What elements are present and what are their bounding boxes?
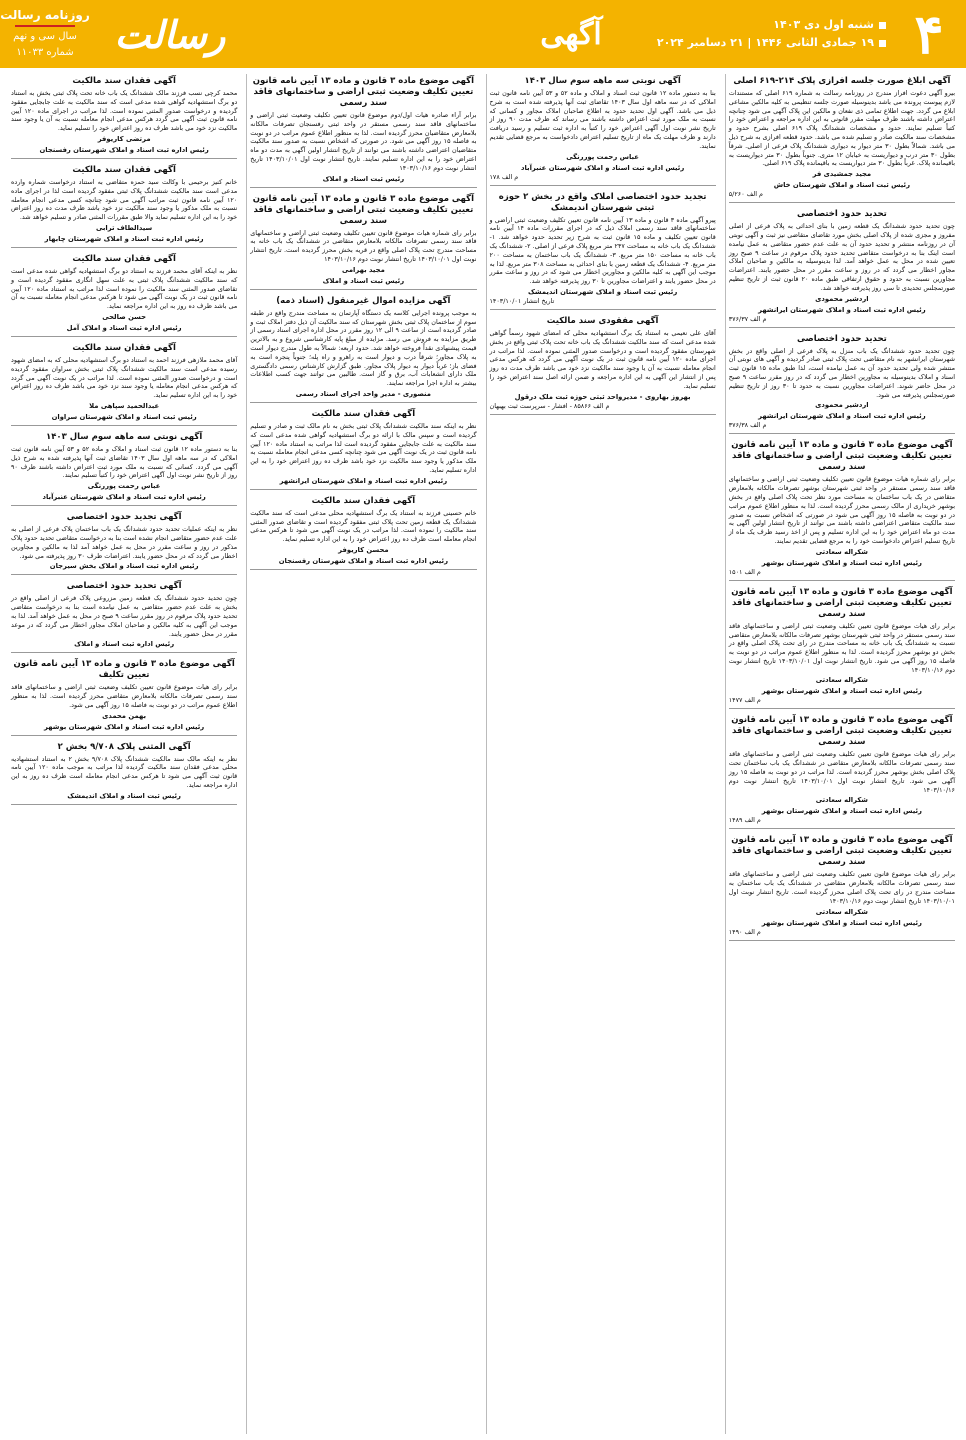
notice-body: بیرو آگهی دعوت افراز مندرج در روزنامه رسالت به شماره ۶۱۹ اصلی که مستندات لازم پیوست پرونده می باشد بدینوسیله صورت جلسه تنظیمی به کلیه مالکین مشاعی ابلاغ می گردد. جهت اطلاع تمامی ذی نفعان و مالکین این پلاک آگهی می شود چنانچه اعتراض داشته باشند ظرف مهلت مقرر قانونی به این اداره مراجعه و اعتراض خود را کتباً تسلیم نمایند. حدود و مشخصات ششدانگ پلاک ۶۱۹ اصلی بشرح حدود و مشخصات سند مالکیت صادر و تسلیم شده می باشد. حدود قطعه افرازی به شرح ذیل می باشد. شمالاً بطول ۳۰ متر دیوار به دیواری ششدانگ پلاک فرعی از اصلی. شرقاً بطول ۳۰ متر درب و دیواریست به خیابان ۱۲ متری. جنوباً بطول ۳۰ متر دیواریست به باقیمانده پلاک. غرباً بطول ۳۰ متر دیواریست به باقیمانده پلاک ۶۱۹ اصلی. [728, 89, 955, 168]
columns-container [8, 74, 958, 1434]
notice-office: رئیس اداره ثبت اسناد و املاک شهرستان بوشهر [761, 687, 922, 696]
notice-title: تجدید حدود اختصاصی املاک واقع در بخش ۲ حوزه ثبتی شهرستان اندیمشک [498, 191, 707, 213]
column-3 [246, 74, 479, 1434]
notice-office: رئیس ثبت اسناد و املاک شهرستان خاش [773, 181, 911, 190]
date-line-2: ۱۹ جمادی الثانی ۱۴۴۶ | ۲۱ دسامبر ۲۰۲۴ [656, 36, 874, 49]
notice-reference: م الف ۱۴۷۷ [728, 696, 761, 705]
notice-body: پیرو آگهی ماده ۳ قانون و ماده ۱۳ آیین نامه قانون تعیین تکلیف وضعیت ثبتی اراضی و ساختمانهای فاقد سند رسمی املاک ذیل که در اجرای مقررات ماده ۱۴ آیین نامه قانون تعیین تکلیف و ماده ۱۵ قانون ثبت به شرح زیر تحدید حدود خواهد شد. ۱- ششدانگ یک باب خانه به مساحت ۲۴۷ متر مربع پلاک فرعی از اصلی. ۲- ششدانگ یک باب خانه به مساحت ۱۵۰ متر مربع. ۳- ششدانگ یک باب ساختمان به مساحت ۲۰۰ متر مربع. ۴- ششدانگ یک قطعه زمین با بنای احداثی به مساحت ۳۰۸ متر مربع. لذا به موجب این آگهی به کلیه مالکین و مجاورین اخطار می شود که در روز و ساعت مقرر در محل حضور یابند و اعتراضات مجاورین تا ۳۰ روز پذیرفته خواهد شد. [489, 215, 716, 286]
notice-reference: م الف ۱۴۸۹ [728, 816, 761, 825]
notice-office: رئیس اداره ثبت اسناد و املاک شهرستان عنبرآباد [520, 163, 685, 172]
notice-title: آگهی موضوع ماده ۳ قانون و ماده ۱۳ آیین نامه قانون تعیین تکلیف وضعیت ثبتی اراضی و ساختمانهای فاقد سند رسمی [731, 440, 953, 473]
notice-body: برابر رای هیات موضوع قانون تعیین تکلیف وضعیت ثبتی اراضی و ساختمانهای فاقد سند رسمی تصرفات مالکانه بلامعارض متقاضی در ششدانگ یک باب ساختمان به مساحت مندرج در رای تحت پلاک اصلی محرز گردیده است. تاریخ انتشار نوبت اول ۱۴۰۳/۱۰/۰۱ تاریخ انتشار نوبت دوم ۱۴۰۳/۱۰/۱۶ [728, 870, 955, 905]
notice-reference: م الف ۱۴۹۰ [728, 927, 761, 936]
notice-title: آگهی فقدان سند مالکیت [72, 342, 176, 353]
notice-signatory: منصوری - مدیر واحد اجرای اسناد رسمی [295, 389, 432, 398]
notice-signatory: حسن صالحی [102, 312, 146, 321]
notice-signatory: اردشیر محمودی [815, 401, 869, 410]
notice-reference: تاریخ انتشار ۱۴۰۳/۱۰/۰۱ [489, 296, 555, 305]
notice [729, 715, 955, 829]
notice [11, 76, 237, 159]
notice-title: آگهی موضوع ماده ۳ قانون و ماده ۱۳ آیین نامه قانون تعیین تکلیف وضعیت ثبتی اراضی و ساختمانهای فاقد سند رسمی [731, 715, 953, 748]
notice-office: رئیس اداره ثبت اسناد و املاک شهرستان رفسنجان [278, 556, 448, 565]
notice-office: رئیس اداره ثبت اسناد و املاک آمل [66, 323, 182, 332]
notice-divider [11, 652, 237, 653]
notice-body: خانم کنیز برحیمی با وکالت سید حمزه متقاضی به استناد درخواست شماره وارده مدعی است سند مالکیت ششدانگ پلاک ثبتی مفقود گردیده است لذا در اجرای ماده ۱۲۰ آیین نامه قانون ثبت مراتب آگهی می شود چنانچه کسی مدعی انجام معامله نسبت به ملک مذکور یا وجود سند مالکیت نزد خود باشد ظرف مدت ده روز اعتراض خود را به این اداره تسلیم نماید والا طبق مقررات المثنی صادر و تسلیم خواهد شد. [11, 177, 238, 222]
notice [11, 659, 237, 735]
notice-divider [11, 804, 237, 805]
notice-body: برابر رای هیات موضوع قانون تعیین تکلیف وضعیت ثبتی اراضی و ساختمانهای فاقد سند رسمی مستقر در واحد ثبتی شهرستان بوشهر تصرفات مالکانه بلامعارض متقاضی نسبت به ششدانگ یک باب خانه به مساحت مندرج در رای تحت پلاک اصلی واقع در بخش دو بوشهر محرز گردیده است. لذا به منظور اطلاع عموم مراتب در دو نوبت به فاصله ۱۵ روز آگهی می شود. تاریخ انتشار نوبت اول ۱۴۰۳/۱۰/۰۱ تاریخ انتشار نوبت دوم ۱۴۰۳/۱۰/۱۶ [728, 621, 955, 674]
notice-divider [11, 247, 237, 248]
notice-signatory: مجید جمشیدی فر [812, 170, 872, 179]
notice-signatory: مرتضی کاریوفر [97, 134, 151, 143]
notice-office: رئیس اداره ثبت اسناد و املاک شهرستان بوشهر [761, 807, 922, 816]
notice-title: تحدید حدود اختصاصی [796, 209, 887, 220]
notice [11, 343, 237, 426]
notice-body: چون تحدید حدود ششدانگ یک قطعه زمین با بنای احداثی به پلاک فرعی از اصلی مفروز و مجزی شده از پلاک اصلی بخش مورد تقاضای متقاضی نیز ثبت و آگهی نوبتی آن در روزنامه منتشر و تحدید حدود آن به علت عدم حضور متقاضی به عمل نیامده است اینک بنا به درخواست متقاضی تحدید حدود پلاک مرقوم در ساعت ۹ صبح روز تعیین شده در محل به عمل خواهد آمد. لذا بدینوسیله به مالکین و صاحبان املاک مجاور اخطار می گردد که در روز و ساعت مقرر در محل حضور یابند. اعتراضات مجاورین نسبت به حدود و حقوق ارتفاقی طبق ماده ۲۰ قانون ثبت از تاریخ تنظیم صورتمجلس تحدیدی تا سی روز پذیرفته خواهد شد. [728, 222, 955, 292]
notice-signatory: اردشیر محمودی [815, 294, 869, 303]
notice-body: نظر به اینکه سند مالکیت ششدانگ پلاک ثبتی بخش به نام مالک ثبت و صادر و تسلیم گردیده است و سپس مالک با ارائه دو برگ استشهادیه گواهی شده مدعی است که سند مالکیت به علت جابجایی مفقود گردیده است لذا مراتب به استناد ماده ۱۲۰ آیین نامه قانون ثبت در یک نوبت آگهی می شود چنانچه کسی مدعی انجام معامله نسبت به ملک مذکور یا وجود سند مالکیت نزد خود باشد ظرف ده روز اعتراض خود را به این اداره تسلیم نماید. [250, 421, 477, 474]
notice-title: آگهی ابلاغ صورت جلسه افرازی پلاک ۲۱۴-۶۱۹ اصلی [733, 76, 951, 86]
notice-office: رئیس اداره ثبت اسناد و املاک بخش سیرجان [49, 562, 199, 571]
notice [11, 432, 237, 506]
notice-divider [490, 185, 716, 186]
notice-divider [11, 735, 237, 736]
notice-divider [490, 309, 716, 310]
notice-title: آگهی موضوع ماده ۳ قانون و ماده ۱۳ آیین نامه قانون تعیین تکلیف وضعیت ثبتی اراضی و ساختمانهای فاقد سند رسمی [252, 193, 474, 226]
notice-title: آگهی نوبتی سه ماهه سوم سال ۱۴۰۳ [524, 76, 681, 86]
notice-signatory: شکراله سعادتی [815, 676, 868, 685]
notice-divider [729, 202, 955, 203]
notice [11, 512, 237, 575]
notice-title: آگهی نوبتی سه ماهه سوم سال ۱۴۰۳ [46, 431, 203, 442]
notice-signatory: بهمن محمدی [102, 711, 147, 720]
column-2 [486, 74, 719, 1434]
notice-signatory: مجید بهرامی [341, 265, 385, 274]
notice-signatory: شکراله سعادتی [815, 796, 868, 805]
notice-title: آگهی تجدید حدود اختصاصی [66, 512, 182, 523]
notice [250, 76, 476, 188]
notice-body: نظر به اینکه عملیات تحدید حدود ششدانگ یک باب ساختمان پلاک فرعی از اصلی به علت عدم حضور متقاضی انجام نشده است بنا به درخواست متقاضی تحدید حدود پلاک مذکور در روز و ساعت مقرر در محل به عمل خواهد آمد لذا به مالکین و مجاورین اخطار می گردد که در محل حضور یابند. اعتراضات ظرف ۳۰ روز پذیرفته می شود. [11, 525, 238, 560]
notice-reference: م الف ۱۵۰۱ [728, 567, 761, 576]
notice-office: رئیس ثبت اسناد و املاک [322, 276, 405, 285]
notice-divider [11, 336, 237, 337]
notice-office: رئیس اداره ثبت اسناد و املاک شهرستان بوشهر [761, 558, 922, 567]
notice-title: آگهی فقدان سند مالکیت [311, 495, 416, 506]
notice [729, 835, 955, 940]
bullet-square-icon [879, 40, 886, 47]
notice [250, 296, 476, 403]
notice-title: آگهی تحدید حدود اختصاصی [66, 581, 182, 592]
issue-year: سال سی و نهم [13, 31, 77, 42]
notice-office: رئیس اداره ثبت اسناد و املاک شهرستان ایرانشهر [758, 412, 926, 421]
date-line-1: شنبه اول دی ۱۴۰۳ [773, 18, 874, 31]
notice-office: رئیس اداره ثبت اسناد و املاک شهرستان چابهار [44, 234, 204, 243]
notice-title: آگهی موضوع ماده ۳ قانون و ماده ۱۳ آیین نامه قانون تعیین تکلیف وضعیت ثبتی اراضی و ساختمانهای فاقد سند رسمی [252, 76, 474, 108]
section-title: آگهی [540, 16, 602, 52]
notice [250, 409, 476, 490]
notice-body: برابر رای شماره هیات موضوع قانون تعیین تکلیف وضعیت ثبتی اراضی و ساختمانهای فاقد سند رسمی تصرفات مالکانه بلامعارض متقاضی در ششدانگ یک باب خانه به مساحت مندرج تحت پلاک اصلی واقع در قریه بخش محرز گردیده است. تاریخ انتشار نوبت اول ۱۴۰۳/۱۰/۰۱ تاریخ انتشار نوبت دوم ۱۴۰۳/۱۰/۱۶ [250, 228, 477, 263]
notice [729, 209, 955, 327]
notice-signatory: عباس رحمت پوررنگی [566, 152, 639, 161]
notice-body: چون تحدید حدود ششدانگ یک باب منزل به پلاک فرعی از اصلی واقع در بخش شهرستان ایرانشهر به نام متقاضی تحت پلاک ثبتی صادر گردیده و آگهی های نوبتی آن منتشر شده ولی تحدید حدود آن به عمل نیامده است، لذا طبق ماده ۱۵ قانون ثبت اسناد و املاک بدینوسیله به مجاورین اخطار می گردد که در روز مقرر ساعت ۹ صبح در محل حاضر شوند. اعتراضات مجاورین نسبت به حدود تا ۳۰ روز از تاریخ تنظیم صورتمجلس پذیرفته می شود. [728, 346, 956, 399]
notice-title: آگهی فقدان سند مالکیت [72, 164, 176, 175]
column-4 [8, 74, 240, 1434]
notice-office: رئیس ثبت اسناد و املاک [322, 174, 405, 183]
issue-number: شماره ۱۱۰۳۳ [16, 47, 74, 58]
notice-office: رئیس اداره ثبت اسناد و املاک شهرستان رفسنجان [39, 145, 209, 154]
notice-body: برابر رای هیات موضوع قانون تعیین تکلیف وضعیت ثبتی اراضی و ساختمانهای فاقد سند رسمی تصرفات مالکانه بلامعارض متقاضی در ششدانگ یک باب ساختمان تحت پلاک اصلی بخش بوشهر محرز گردیده است. لذا مراتب در دو نوبت به فاصله ۱۵ روز آگهی می شود. تاریخ انتشار نوبت اول ۱۴۰۳/۱۰/۰۱ تاریخ انتشار نوبت دوم ۱۴۰۳/۱۰/۱۶ [728, 750, 955, 794]
notice-signatory: شکراله سعادتی [815, 907, 868, 916]
notice-body: آقای محمد ملازهی فرزند احمد به استناد دو برگ استشهادیه محلی که به امضای شهود رسیده مدعی است سند مالکیت ششدانگ پلاک ثبتی بخش سراوان مفقود گردیده است و درخواست صدور المثنی نموده است. لذا مراتب در یک نوبت آگهی می گردد که هرکس مدعی انجام معامله یا وجود سند نزد خود می باشد ظرف ده روز اعتراض خود را به این اداره تسلیم نماید. [11, 355, 238, 400]
notice-reference: م الف ۸۵۸۶۶ - افشار - سرپرست ثبت بهبهان [489, 401, 610, 410]
notice-divider [11, 158, 237, 159]
notice-body: آقای علی نعیمی به استناد یک برگ استشهادیه محلی که امضای شهود رسماً گواهی شده مدعی است که سند مالکیت ششدانگ یک باب خانه تحت پلاک ثبتی واقع در بخش شهرستان مفقود گردیده است و درخواست صدور المثنی نموده است. لذا مراتب در اجرای ماده ۱۲۰ آیین نامه قانون ثبت در یک نوبت آگهی می گردد که هرکس مدعی انجام معامله نسبت به آن یا وجود سند مالکیت نزد خود می باشد ظرف مدت ده روز پس از انتشار این آگهی به این اداره مراجعه و ضمن ارائه اصل سند اعتراض خود را تسلیم نماید. [489, 328, 716, 390]
notice-body: بنا به دستور ماده ۱۲ قانون ثبت اسناد و املاک و ماده ۵۲ و ۵۳ آیین نامه قانون ثبت املاکی که در سه ماهه اول سال ۱۴۰۳ تقاضای ثبت آنها پذیرفته شده است به شرح ذیل می باشد. آگهی اول تحدید حدود به اطلاع صاحبان املاک مجاور و کسانی که نسبت به ملک مورد ثبت اعتراض داشته باشند می رساند که ظرف مدت ۹۰ روز از تاریخ نشر نوبت اول آگهی اعتراض خود را کتباً به اداره ثبت تسلیم و رسید دریافت دارند و ظرف مهلت یک ماه از تاریخ تسلیم اعتراض دادخواست به مرجع قضایی تقدیم نمایند. [489, 89, 716, 150]
notice-body: برابر رای شماره هیات موضوع قانون تعیین تکلیف وضعیت ثبتی اراضی و ساختمانهای فاقد سند رسمی مستقر در واحد ثبتی شهرستان بوشهر تصرفات مالکانه بلامعارض متقاضی در یک باب ساختمان به مساحت مورد نظر تحت پلاک اصلی واقع در بخش بوشهر خریداری از مالک رسمی محرز گردیده است. لذا به منظور اطلاع عموم مراتب در دو نوبت به فاصله ۱۵ روز آگهی می شود در صورتی که اشخاص نسبت به صدور سند مالکیت متقاضی اعتراضی داشته باشند می توانند از تاریخ انتشار اولین آگهی به مدت دو ماه اعتراض خود را به این اداره تسلیم و پس از اخذ رسید ظرف یک ماه از تاریخ تسلیم اعتراض دادخواست خود را به مرجع قضایی تقدیم نمایند. [728, 475, 955, 545]
bullet-square-icon [879, 22, 886, 29]
notice-office: رئیس اداره ثبت اسناد و املاک شهرستان بوشهر [761, 918, 922, 927]
issue-brand: روزنامه رسالت [0, 8, 90, 22]
notice-body: برابر رای هیات موضوع قانون تعیین تکلیف وضعیت ثبتی اراضی و ساختمانهای فاقد سند رسمی تصرفات مالکانه بلامعارض متقاضی محرز گردیده است. لذا به منظور اطلاع عموم مراتب در دو نوبت به فاصله ۱۵ روز آگهی می شود. [11, 683, 238, 709]
notice-divider [250, 402, 476, 403]
notice-title: تحدید حدود اختصاصی [796, 333, 887, 344]
notice-office: رئیس اداره ثبت اسناد و املاک شهرستان ایرانشهر [758, 305, 926, 314]
notice-signatory: عباس رحمت پوررنگی [87, 482, 161, 491]
notice-office: رئیس ثبت اسناد و املاک شهرستان سراوان [51, 412, 197, 421]
newspaper-logo: رسالت [114, 11, 226, 57]
notice-signatory: سیدالطاف ترابی [96, 223, 153, 232]
notice-divider [250, 289, 476, 290]
notice-signatory: محسن کاریوفر [338, 545, 389, 554]
notice-body: نظر به اینکه مالک سند مالکیت ششدانگ پلاک ۹/۷۰۸ بخش ۲ به استناد استشهادیه محلی مدعی فقدان سند مالکیت گردیده لذا مراتب به موجب ماده ۱۲۰ آیین نامه قانون ثبت آگهی می شود تا هرکس مدعی انجام معامله است ظرف ده روز به این اداره مراجعه نماید. [11, 754, 238, 790]
notice [250, 194, 476, 290]
notice-office: رئیس اداره ثبت اسناد و املاک شهرستان عنبرآباد [42, 493, 206, 502]
notice-divider [250, 569, 476, 570]
notice [11, 254, 237, 337]
notice [11, 581, 237, 653]
notice-divider [11, 574, 237, 575]
notice [729, 440, 955, 580]
notice-reference: م الف ۱۷۸ [489, 172, 519, 181]
page-number: ۴ [914, 2, 944, 66]
notice [729, 334, 955, 435]
notice-divider [729, 327, 955, 328]
notice-divider [490, 414, 716, 415]
notice-reference: م الف ۵/۲۶۰ [728, 190, 763, 199]
notice-reference: م الف ۳۷۶/۳۷ [728, 314, 767, 323]
notice-body: برابر آراء صادره هیات اول/دوم موضوع قانون تعیین تکلیف وضعیت ثبتی اراضی و ساختمانهای فاقد سند رسمی مستقر در واحد ثبتی رفسنجان تصرفات مالکانه بلامعارض متقاضیان محرز گردیده است. لذا به منظور اطلاع عموم مراتب در دو نوبت به فاصله ۱۵ روز آگهی می شود. در صورتی که اشخاص نسبت به صدور سند مالکیت متقاضیان اعتراضی داشته باشند می توانند از تاریخ انتشار اولین آگهی به مدت دو ماه اعتراض خود را به این اداره تسلیم نمایند. تاریخ انتشار نوبت اول ۱۴۰۳/۱۰/۰۱ تاریخ انتشار نوبت دوم ۱۴۰۳/۱۰/۱۶ [250, 111, 477, 172]
notice-title: آگهی مفقودی سند مالکیت [546, 315, 659, 326]
notice-divider [729, 828, 955, 829]
notice-office: رئیس ثبت اسناد و املاک اندیمشک [67, 791, 181, 800]
notice [490, 316, 716, 415]
notice [729, 587, 955, 710]
column-1 [725, 74, 958, 1434]
notice-reference: م الف ۳۷۶/۳۸ [728, 421, 767, 430]
notice-office: رئیس اداره ثبت اسناد و املاک [74, 640, 175, 649]
notice-divider [729, 708, 955, 709]
notice-divider [11, 505, 237, 506]
notice-signatory: عبدالحمید سپاهی ملا [89, 401, 160, 410]
notice-title: آگهی فقدان سند مالکیت [72, 76, 176, 86]
notice [490, 192, 716, 310]
notice-divider [729, 940, 955, 941]
notice-divider [250, 187, 476, 188]
notice-office: رئیس ثبت اسناد و املاک شهرستان اندیمشک [527, 287, 678, 296]
notice-divider [11, 425, 237, 426]
notice-title: آگهی مزایده اموال غیرمنقول (اسناد ذمه) [276, 295, 451, 306]
notice-title: آگهی المثنی پلاک ۹/۷۰۸ بخش ۲ [57, 741, 191, 752]
notice-signatory: بهروز بهاروی - مدیرواحد ثبتی حوزه ثبت ملک درقول [514, 392, 691, 401]
notice [490, 76, 716, 186]
notice-title: آگهی موضوع ماده ۳ قانون و ماده ۱۳ آیین نامه قانون تعیین تکلیف وضعیت ثبتی اراضی و ساختمانهای فاقد سند رسمی [731, 586, 953, 619]
notice-office: رئیس اداره ثبت اسناد و املاک شهرستان ایرانشهر [279, 476, 448, 485]
notice-body: محمد کرچی نسب فرزند مالک ششدانگ یک باب خانه تحت پلاک ثبتی بخش به استناد دو برگ استشهادیه گواهی شده مدعی است که سند مالکیت به علت جابجایی مفقود گردیده و درخواست صدور المثنی نموده است. لذا مراتب در اجرای ماده ۱۲۰ آیین نامه قانون ثبت آگهی می گردد هرکس مدعی انجام معامله نسبت به آن یا وجود سند مالکیت نزد خود می باشد ظرف ده روز اعتراض خود را تسلیم نماید. [11, 89, 238, 133]
notice-divider [729, 433, 955, 434]
notice-title: آگهی موضوع ماده ۳ قانون و ماده ۱۳ آیین نامه قانون تعیین تکلیف وضعیت ثبتی اراضی و ساختمانهای فاقد سند رسمی [731, 835, 953, 868]
notice-title: آگهی موضوع ماده ۳ قانون و ماده ۱۳ آیین نامه قانون تعیین تکلیف [13, 659, 235, 681]
notice-body: چون تحدید حدود ششدانگ یک قطعه زمین مزروعی پلاک فرعی از اصلی واقع در بخش به علت عدم حضور متقاضی به عمل نیامده است بنا به درخواست متقاضی تحدید حدود پلاک مرقوم در روز مقرر ساعت ۹ صبح در محل به عمل خواهد آمد. لذا به موجب این آگهی به کلیه مالکین و صاحبان املاک مجاور اخطار می گردد که در موعد مقرر در محل حضور یابند. [11, 594, 238, 638]
date-block [636, 0, 892, 68]
notice-title: آگهی فقدان سند مالکیت [72, 253, 176, 264]
issue-info [0, 0, 90, 68]
notice-body: خانم حسینی فرزند به استناد یک برگ استشهادیه محلی مدعی است که سند مالکیت ششدانگ یک قطعه زمین تحت پلاک ثبتی مفقود گردیده است و تقاضای صدور المثنی سند مالکیت را نموده است. لذا مراتب در یک نوبت آگهی می شود تا هرکس مدعی انجام معامله است ظرف ده روز اعتراض خود را به این اداره تسلیم نماید. [250, 508, 477, 544]
notice-body: نظر به اینکه آقای محمد فرزند به استناد دو برگ استشهادیه گواهی شده مدعی است که سند مالکیت ششدانگ پلاک ثبتی به علت سهل انگاری مفقود گردیده است و تقاضای صدور المثنی سند مالکیت را نموده است لذا مراتب به استناد ماده ۱۲۰ آیین نامه قانون ثبت در یک نوبت آگهی می شود تا هرکس مدعی انجام معامله نسبت به آن می باشد ظرف ده روز به این اداره مراجعه نماید. [11, 266, 238, 311]
notice-body: به موجب پرونده اجرایی کلاسه یک دستگاه آپارتمان به مساحت مندرج واقع در طبقه سوم از ساختمان پلاک ثبتی بخش شهرستان که سند مالکیت آن ذیل دفتر املاک ثبت و صادر گردیده است از ساعت ۹ الی ۱۲ روز مقرر در محل اداره اجرای اسناد رسمی از طریق مزایده به فروش می رسد. مزایده از مبلغ پایه کارشناسی شروع و به بالاترین قیمت پیشنهادی نقداً فروخته خواهد شد. حدود اربعه: شمالاً به طول مندرج دیوار است به پلاک مجاور؛ شرقاً درب و دیوار است به راهرو و راه پله؛ جنوباً پنجره است به فضای باز؛ غرباً دیوار به دیوار پلاک مجاور. طبق گزارش کارشناس رسمی دادگستری ملک دارای انشعابات آب، برق و گاز است. طالبین می توانند جهت کسب اطلاعات بیشتر به اداره اجرا مراجعه نمایند. [250, 308, 477, 388]
notice [729, 76, 955, 203]
notice-divider [729, 580, 955, 581]
notice [250, 496, 476, 570]
notice-title: آگهی فقدان سند مالکیت [311, 408, 416, 419]
notice-body: بنا به دستور ماده ۱۲ قانون ثبت اسناد و املاک و ماده ۵۲ و ۵۳ آیین نامه قانون ثبت املاکی که در سه ماهه اول سال ۱۴۰۳ تقاضای ثبت آنها پذیرفته شده به شرح ذیل آگهی می گردد. کسانی که نسبت به ملک مورد ثبت اعتراض داشته باشند ظرف ۹۰ روز از تاریخ نشر نوبت اول آگهی اعتراض خود را کتباً تسلیم نمایند. [11, 444, 238, 480]
page-header [0, 0, 966, 68]
notice [11, 165, 237, 248]
notice [11, 742, 237, 805]
notice-signatory: شکراله سعادتی [815, 547, 868, 556]
notice-office: رئیس اداره ثبت اسناد و املاک شهرستان بوشهر [44, 722, 205, 731]
notice-divider [250, 489, 476, 490]
